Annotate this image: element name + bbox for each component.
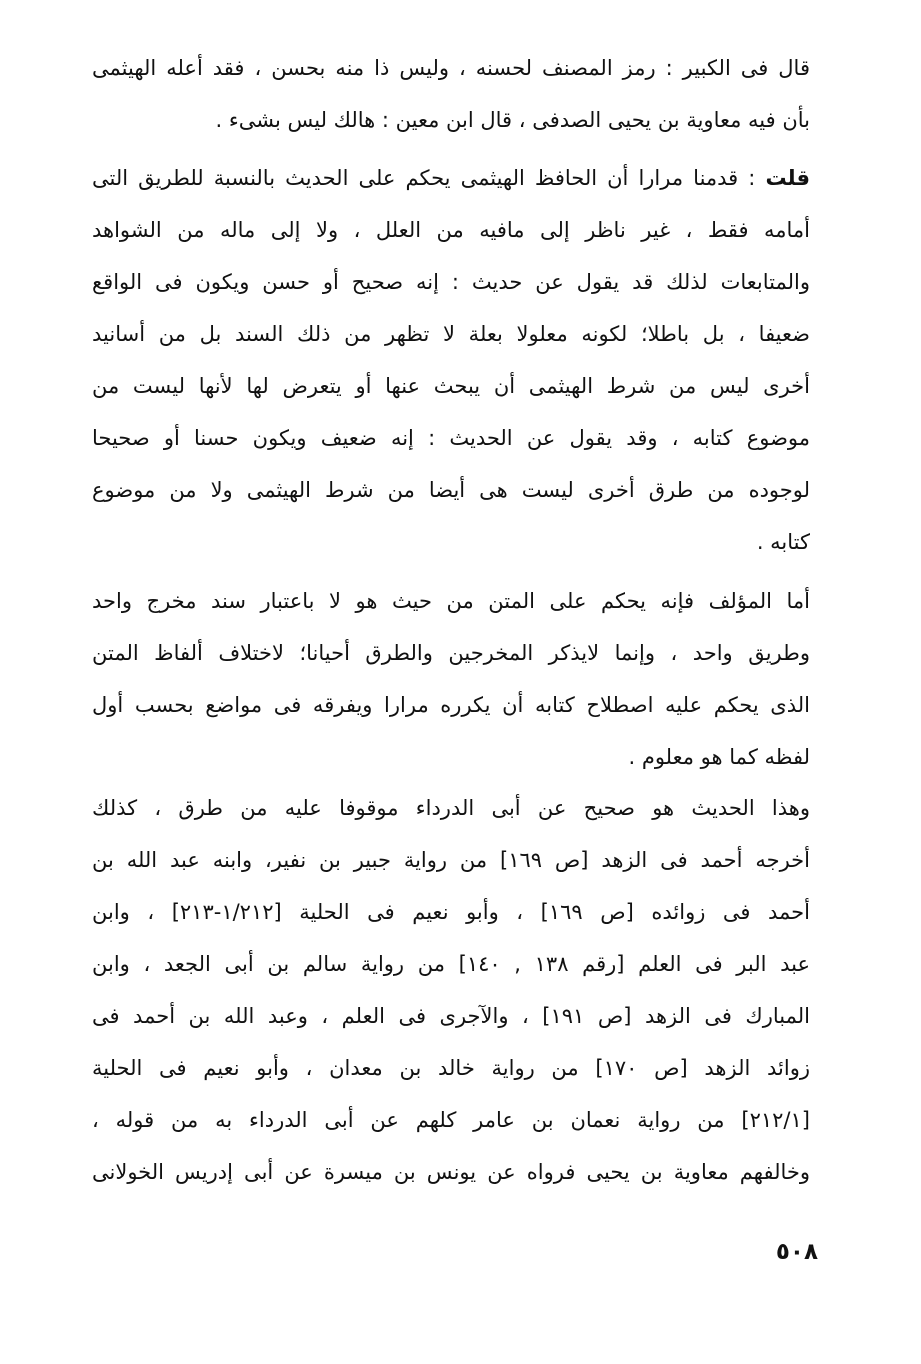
text-line: وطريق واحد ، وإنما لايذكر المخرجين والطرق أحيانا؛ لاختلاف ألفاظ المتن: [92, 641, 810, 665]
text-line: زوائد الزهد [ص ١٧٠] من رواية خالد بن معدان ، وأبو نعيم فى الحلية: [92, 1056, 810, 1080]
text-line: أحمد فى زوائده [ص ١٦٩] ، وأبو نعيم فى الحلية [١/٢١٢-٢١٣] ، وابن: [92, 900, 810, 924]
paragraph-3: [92, 575, 810, 783]
text-line: [٢١٢/١] من رواية نعمان بن عامر كلهم عن أبى الدرداء به من قوله ،: [92, 1108, 810, 1132]
paragraph-2: [92, 152, 810, 568]
text-line: بأن فيه معاوية بن يحيى الصدفى ، قال ابن معين : هالك ليس بشىء .: [215, 108, 810, 132]
text-line: أما المؤلف فإنه يحكم على المتن من حيث هو لا باعتبار سند مخرج واحد: [92, 589, 810, 613]
text-line: قال فى الكبير : رمز المصنف لحسنه ، وليس ذا منه بحسن ، فقد أعله الهيثمى: [92, 56, 810, 80]
paragraph-4: [92, 782, 810, 1198]
text-line: الذى يحكم عليه اصطلاح كتابه أن يكرره مرارا ويفرقه فى مواضع بحسب أول: [92, 693, 810, 717]
paragraph-1: [92, 42, 810, 146]
text-line: أخرجه أحمد فى الزهد [ص ١٦٩] من رواية جبير بن نفير، وابنه عبد الله بن: [92, 848, 810, 872]
page-number: ٥٠٨: [775, 1239, 818, 1265]
text-line: موضوع كتابه ، وقد يقول عن الحديث : إنه ضعيف ويكون حسنا أو صحيحا: [92, 426, 810, 450]
text-line: وهذا الحديث هو صحيح عن أبى الدرداء موقوفا عليه من طرق ، كذلك: [92, 796, 810, 820]
text-line: وخالفهم معاوية بن يحيى فرواه عن يونس بن ميسرة عن أبى إدريس الخولانى: [92, 1160, 810, 1184]
text-line: لوجوده من طرق أخرى ليست هى أيضا من شرط الهيثمى ولا من موضوع: [92, 478, 810, 502]
text-line: ضعيفا ، بل باطلا؛ لكونه معلولا بعلة لا تظهر من ذلك السند بل من أسانيد: [92, 322, 810, 346]
text-line: أمامه فقط ، غير ناظر إلى مافيه من العلل ، ولا إلى ماله من الشواهد: [92, 218, 810, 242]
text-line: كتابه .: [756, 530, 810, 554]
text-line: عبد البر فى العلم [رقم ١٣٨ , ١٤٠] من رواية سالم بن أبى الجعد ، وابن: [92, 952, 810, 976]
text-line-with-lead: [92, 152, 810, 204]
text-line: : قدمنا مرارا أن الحافظ الهيثمى يحكم على الحديث بالنسبة للطريق التى: [92, 166, 766, 190]
text-line: المبارك فى الزهد [ص ١٩١] ، والآجرى فى العلم ، وعبد الله بن أحمد فى: [92, 1004, 810, 1028]
text-line: لفظه كما هو معلوم .: [628, 745, 810, 769]
text-line: والمتابعات لذلك قد يقول عن حديث : إنه صحيح أو حسن ويكون فى الواقع: [92, 270, 810, 294]
lead-word: قلت: [765, 166, 810, 190]
text-line: أخرى ليس من شرط الهيثمى أن يبحث عنها أو يتعرض لها لأنها ليست من: [92, 374, 810, 398]
